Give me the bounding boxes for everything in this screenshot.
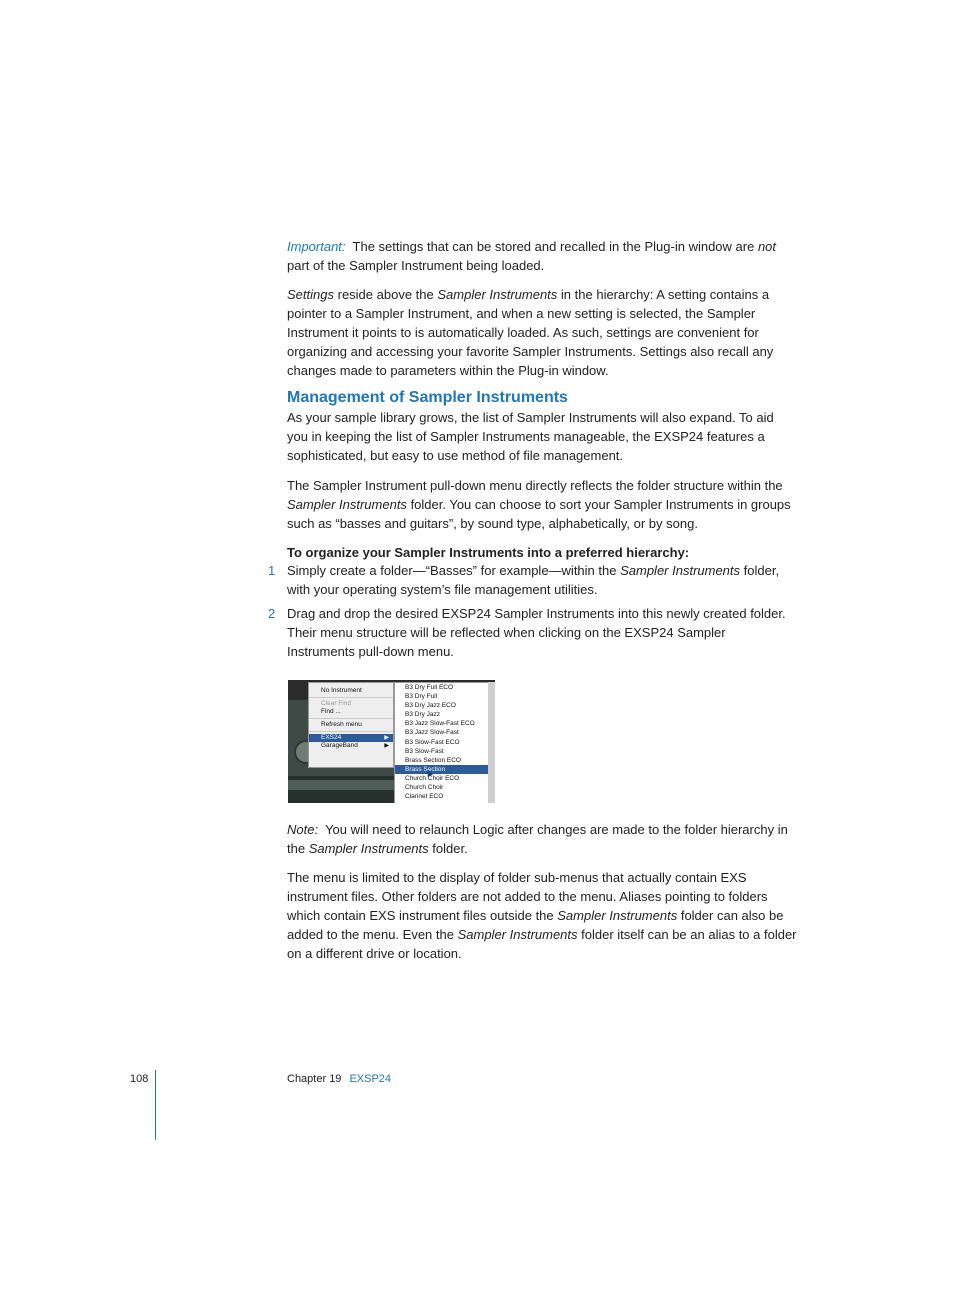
submenu-item[interactable]: B3 Jazz Slow-Fast ECO — [405, 720, 475, 728]
instrument-menu — [308, 682, 394, 768]
important-paragraph — [287, 237, 797, 275]
step-2-text: Drag and drop the desired EXSP24 Sampler Instruments into this newly created folder. Their menu structure will be reflected when clicking on the EXSP24 Sampler Instruments pull-down menu. — [287, 606, 786, 659]
footer-chapter — [287, 1070, 391, 1089]
footer-rule — [155, 1070, 156, 1140]
note-em: Sampler Instruments — [308, 841, 429, 856]
settings-t2: in the hierarchy: A setting contains a pointer to a Sampler Instrument, and when a new setting is selected, the Sampler Instrument it points to is automatically loaded. As such, settings are convenient for organizing and accessing your favorite Sampler Instruments. Settings also recall any changes made to parameters within the Plug-in window. — [287, 287, 774, 378]
submenu-item[interactable]: B3 Slow-Fast ECO — [405, 738, 460, 746]
menu-item-exs24[interactable] — [309, 734, 393, 742]
submenu-scrollbar[interactable] — [488, 682, 495, 803]
task-heading: To organize your Sampler Instruments into a preferred hierarchy: — [287, 545, 690, 560]
submenu-item[interactable]: B3 Dry Full ECO — [405, 684, 454, 691]
settings-em2: Sampler Instruments — [437, 287, 558, 302]
submenu-item[interactable]: B3 Slow-Fast — [405, 747, 444, 755]
submenu-item[interactable]: B3 Dry Jazz ECO — [405, 702, 456, 710]
menu-item-refresh[interactable]: Refresh menu — [321, 721, 362, 728]
section-heading: Management of Sampler Instruments — [287, 389, 568, 406]
note-t2: folder. — [432, 841, 468, 856]
pulldown-em: Sampler Instruments — [287, 497, 407, 512]
submenu-arrow-icon: ▶ — [384, 743, 389, 749]
note-t1: You will need to relaunch Logic after changes are made to the folder hierarchy in the — [287, 822, 788, 856]
chapter-title: EXSP24 — [349, 1073, 392, 1085]
library-paragraph: As your sample library grows, the list of Sampler Instruments will also expand. To aid you in keeping the list of Sampler Instruments manageable, the EXSP24 features a sophisticated, but easy to use method of file management. — [287, 410, 774, 463]
menu-item-find[interactable]: Find ... — [321, 708, 341, 715]
submenu-item[interactable]: B3 Dry Jazz — [405, 711, 441, 719]
chapter-label: Chapter 19 — [287, 1073, 342, 1085]
pulldown-t2: folder. You can choose to sort your Sampler Instruments in groups such as “basses and guitars”, by sound type, alphabetically, or by song. — [287, 497, 791, 531]
settings-paragraph — [287, 285, 797, 380]
step-1-number: 1 — [268, 563, 276, 578]
submenu-item[interactable]: B3 Dry Full — [405, 693, 438, 701]
submenu-arrow-icon: ▶ — [384, 735, 389, 741]
menu-em1: Sampler Instruments — [557, 908, 678, 923]
settings-em1: Settings — [287, 287, 334, 302]
important-text-em: not — [757, 239, 777, 254]
submenu-item-selected[interactable]: Brass Section — [395, 765, 489, 774]
important-text-b: part of the Sampler Instrument being loaded. — [287, 258, 545, 273]
important-text-a: The settings that can be stored and recalled in the Plug-in window are — [352, 239, 755, 254]
menu-item-no-instrument[interactable]: No Instrument — [321, 687, 362, 694]
submenu-item[interactable]: B3 Jazz Slow-Fast — [405, 729, 459, 737]
step-2-number: 2 — [268, 606, 276, 621]
step-1-t1: Simply create a folder—“Basses” for example—within the — [287, 563, 617, 578]
menu-item-clear-find: Clear Find — [321, 700, 351, 707]
menu-item-exs24-label: EXS24 — [321, 734, 342, 741]
menu-limit-paragraph — [287, 868, 797, 963]
menu-item-garageband-label: GarageBand — [321, 742, 358, 749]
menu-t1: The menu is limited to the display of folder sub-menus that actually contain EXS instrument files. Other folders are not added to the menu. Aliases pointing to folders which contain EXS instrument files outside the — [287, 870, 768, 923]
figure-bottom-strip — [288, 780, 398, 790]
important-label: Important: — [287, 239, 346, 254]
menu-item-garageband[interactable] — [309, 742, 393, 750]
exsp24-menu-screenshot — [288, 680, 495, 803]
menu-t3: folder itself can be an alias to a folder on a different drive or location. — [287, 927, 797, 961]
submenu-item[interactable]: Brass Section ECO — [405, 756, 461, 764]
submenu-item[interactable]: Church Choir ECO — [405, 774, 460, 782]
submenu-item[interactable]: Clarinet ECO — [405, 793, 444, 801]
note-paragraph — [287, 820, 797, 858]
page-number: 108 — [130, 1073, 149, 1085]
note-label: Note: — [287, 822, 319, 837]
settings-t1: reside above the — [337, 287, 434, 302]
step-1-text — [287, 561, 797, 599]
step-1-em: Sampler Instruments — [620, 563, 741, 578]
menu-em2: Sampler Instruments — [457, 927, 578, 942]
pulldown-t1: The Sampler Instrument pull-down menu directly reflects the folder structure within the — [287, 478, 783, 493]
step-1-t2: folder, with your operating system’s file management utilities. — [287, 563, 780, 597]
exs24-submenu — [394, 682, 490, 803]
menu-t2: folder can also be added to the menu. Even the — [287, 908, 784, 942]
submenu-item[interactable]: Church Choir — [405, 784, 444, 792]
pulldown-paragraph — [287, 476, 797, 533]
